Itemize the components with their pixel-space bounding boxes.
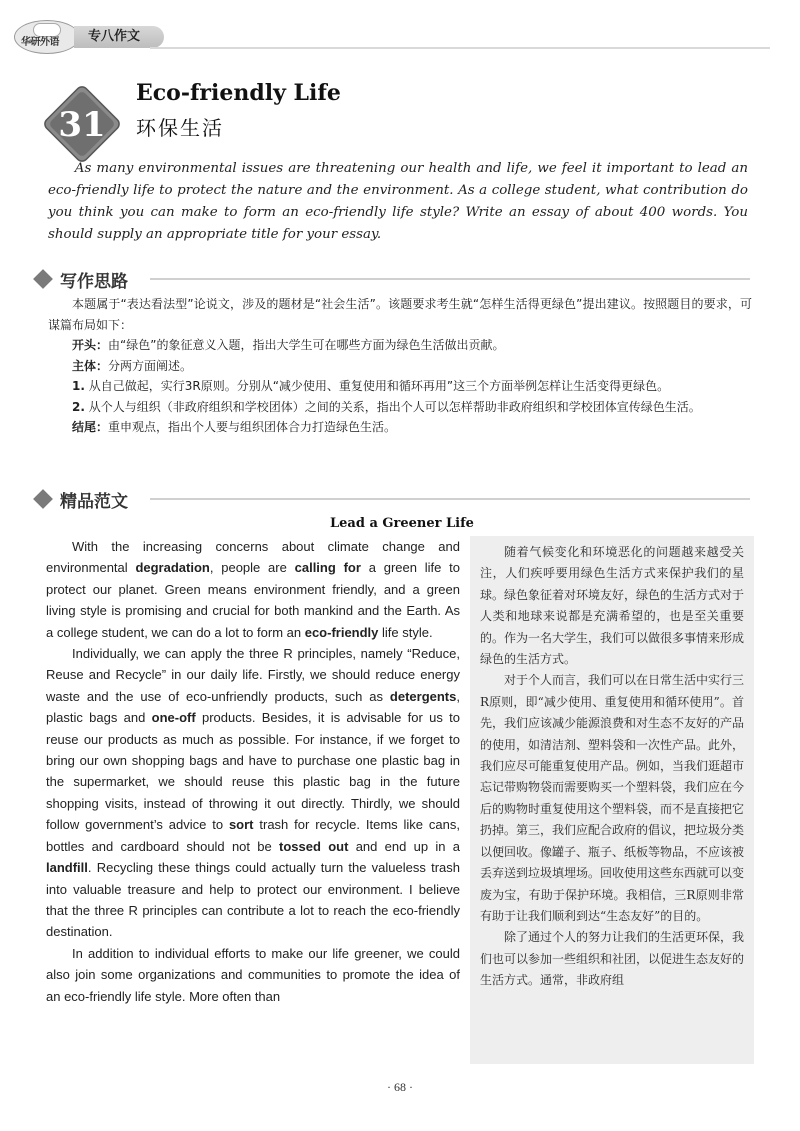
ideas-intro: 本题属于“表达看法型”论说文，涉及的题材是“社会生活”。该题要求考生就“怎样生活得更绿色”提出建议。按照题目的要求，可谋篇布局如下： [48,297,752,332]
translation-paragraph-1: 随着气候变化和环境恶化的问题越来越受关注，人们疾呼要用绿色生活方式来保护我们的星球。绿色象征着对环境友好，绿色的生活方式对于人类和地球来说都是充满希望的，也是至关重要的。作为一名大学生，我们可以做很多事情来形成绿色的生活方式。 [480,545,745,667]
essay-paragraph-2: Individually, we can apply the three R principles, namely “Reduce, Reuse and Recycle” in our daily life. Firstly, we should reduce energy waste and the use of eco-unfriendly products, such as detergents, plastic bags and one-off products. Besides, it is advisable for us to reuse our products as much as possible. For instance, if we forget to bring our own shopping bags and have to purchase one plastic bag in the supermarket, we should reuse this plastic bag in the future shopping visits, instead of throwing it out directly. Thirdly, we should follow government’s advice to sort trash for recycle. Items like cans, bottles and cardboard should not be tossed out and end up in a landfill. Recycling these things could actually turn the valueless trash into valuable treasure and help to protect our environment. I believe that the three R principles can contribute a lot to reach the eco-friendly destination. [46,646,460,940]
ideas-point-2: 2. 从个人与组织（非政府组织和学校团体）之间的关系，指出个人可以怎样帮助非政府组织和学校团体宣传绿色生活。 [72,399,701,414]
topic-title-chinese: 环保生活 [136,116,224,140]
section-divider [150,498,750,500]
ideas-point-1: 1. 从自己做起，实行3R原则。分别从“减少使用、重复使用和循环再用”这三个方面举例怎样让生活变得更绿色。 [72,379,670,393]
publisher-logo [14,20,80,54]
unit-number-badge [40,82,124,166]
essay-paragraph-1: With the increasing concerns about climate change and environmental degradation, people are calling for a green life to protect our planet. Green means environment friendly, and a green living style is promising and crucial for both mankind and the Earth. As a college student, we can do a lot to form an eco-friendly life style. [46,539,460,640]
essay-paragraph-3: In addition to individual efforts to make our life greener, we could also join some organizations and communities to promote the idea of an eco-friendly life style. More often than [46,945,460,1004]
topic-title-english: Eco-friendly Life [136,80,341,106]
essay-title: Lead a Greener Life [330,516,474,531]
essay-prompt: As many environmental issues are threatening our health and life, we feel it important to lead an eco-friendly life to protect the nature and the environment. As a college student, what contribution do you think you can make to form an eco-friendly life style? Write an essay of about 400 words. You should supply an appropriate title for your essay. [48,161,748,242]
diamond-bullet-icon [33,269,53,289]
unit-number: 31 [58,105,106,145]
sample-essay [46,536,460,1007]
header-divider [150,47,770,49]
translation-paragraph-2: 对于个人而言，我们可以在日常生活中实行三R原则，即“减少使用、重复使用和循环使用”。首先，我们应该减少能源浪费和对生态不友好的产品的使用，如清洁剂、塑料袋和一次性产品。此外，我们应尽可能重复使用产品。例如，当我们逛超市忘记带购物袋而需要购买一个塑料袋，我们应在今后的购物时重复使用这个塑料袋，而不是直接把它扔掉。第三，我们应配合政府的倡议，把垃圾分类以便回收。像罐子、瓶子、纸板等物品，不应该被丢弃送到垃圾填埋场。回收使用这些东西就可以变废为宝，有助于保护环境。我相信，三R原则非常有助于让我们顺利到达“生态友好”的目的。 [480,673,745,923]
logo-text: 华研外语 [21,37,59,48]
section-tab: 专八作文 [74,26,164,48]
section-heading-ideas [36,266,128,292]
ideas-opening: 开头：由“绿色”的象征意义入题，指出大学生可在哪些方面为绿色生活做出贡献。 [72,338,505,352]
page-header [0,0,800,60]
diamond-bullet-icon [33,489,53,509]
ideas-body: 主体：分两方面阐述。 [72,358,193,373]
ideas-ending: 结尾：重申观点，指出个人要与组织团体合力打造绿色生活。 [72,420,397,434]
section-divider [150,278,750,280]
section-heading-label: 写作思路 [60,271,128,292]
page-number: · 68 · [387,1080,413,1094]
translation-paragraph-3: 除了通过个人的努力让我们的生活更环保，我们也可以参加一些组织和社团，以促进生态友好的生活方式。通常，非政府组 [480,930,745,988]
section-heading-label: 精品范文 [60,491,128,512]
writing-ideas [48,294,752,438]
section-heading-sample [36,486,128,512]
chinese-translation-box [470,536,754,1064]
